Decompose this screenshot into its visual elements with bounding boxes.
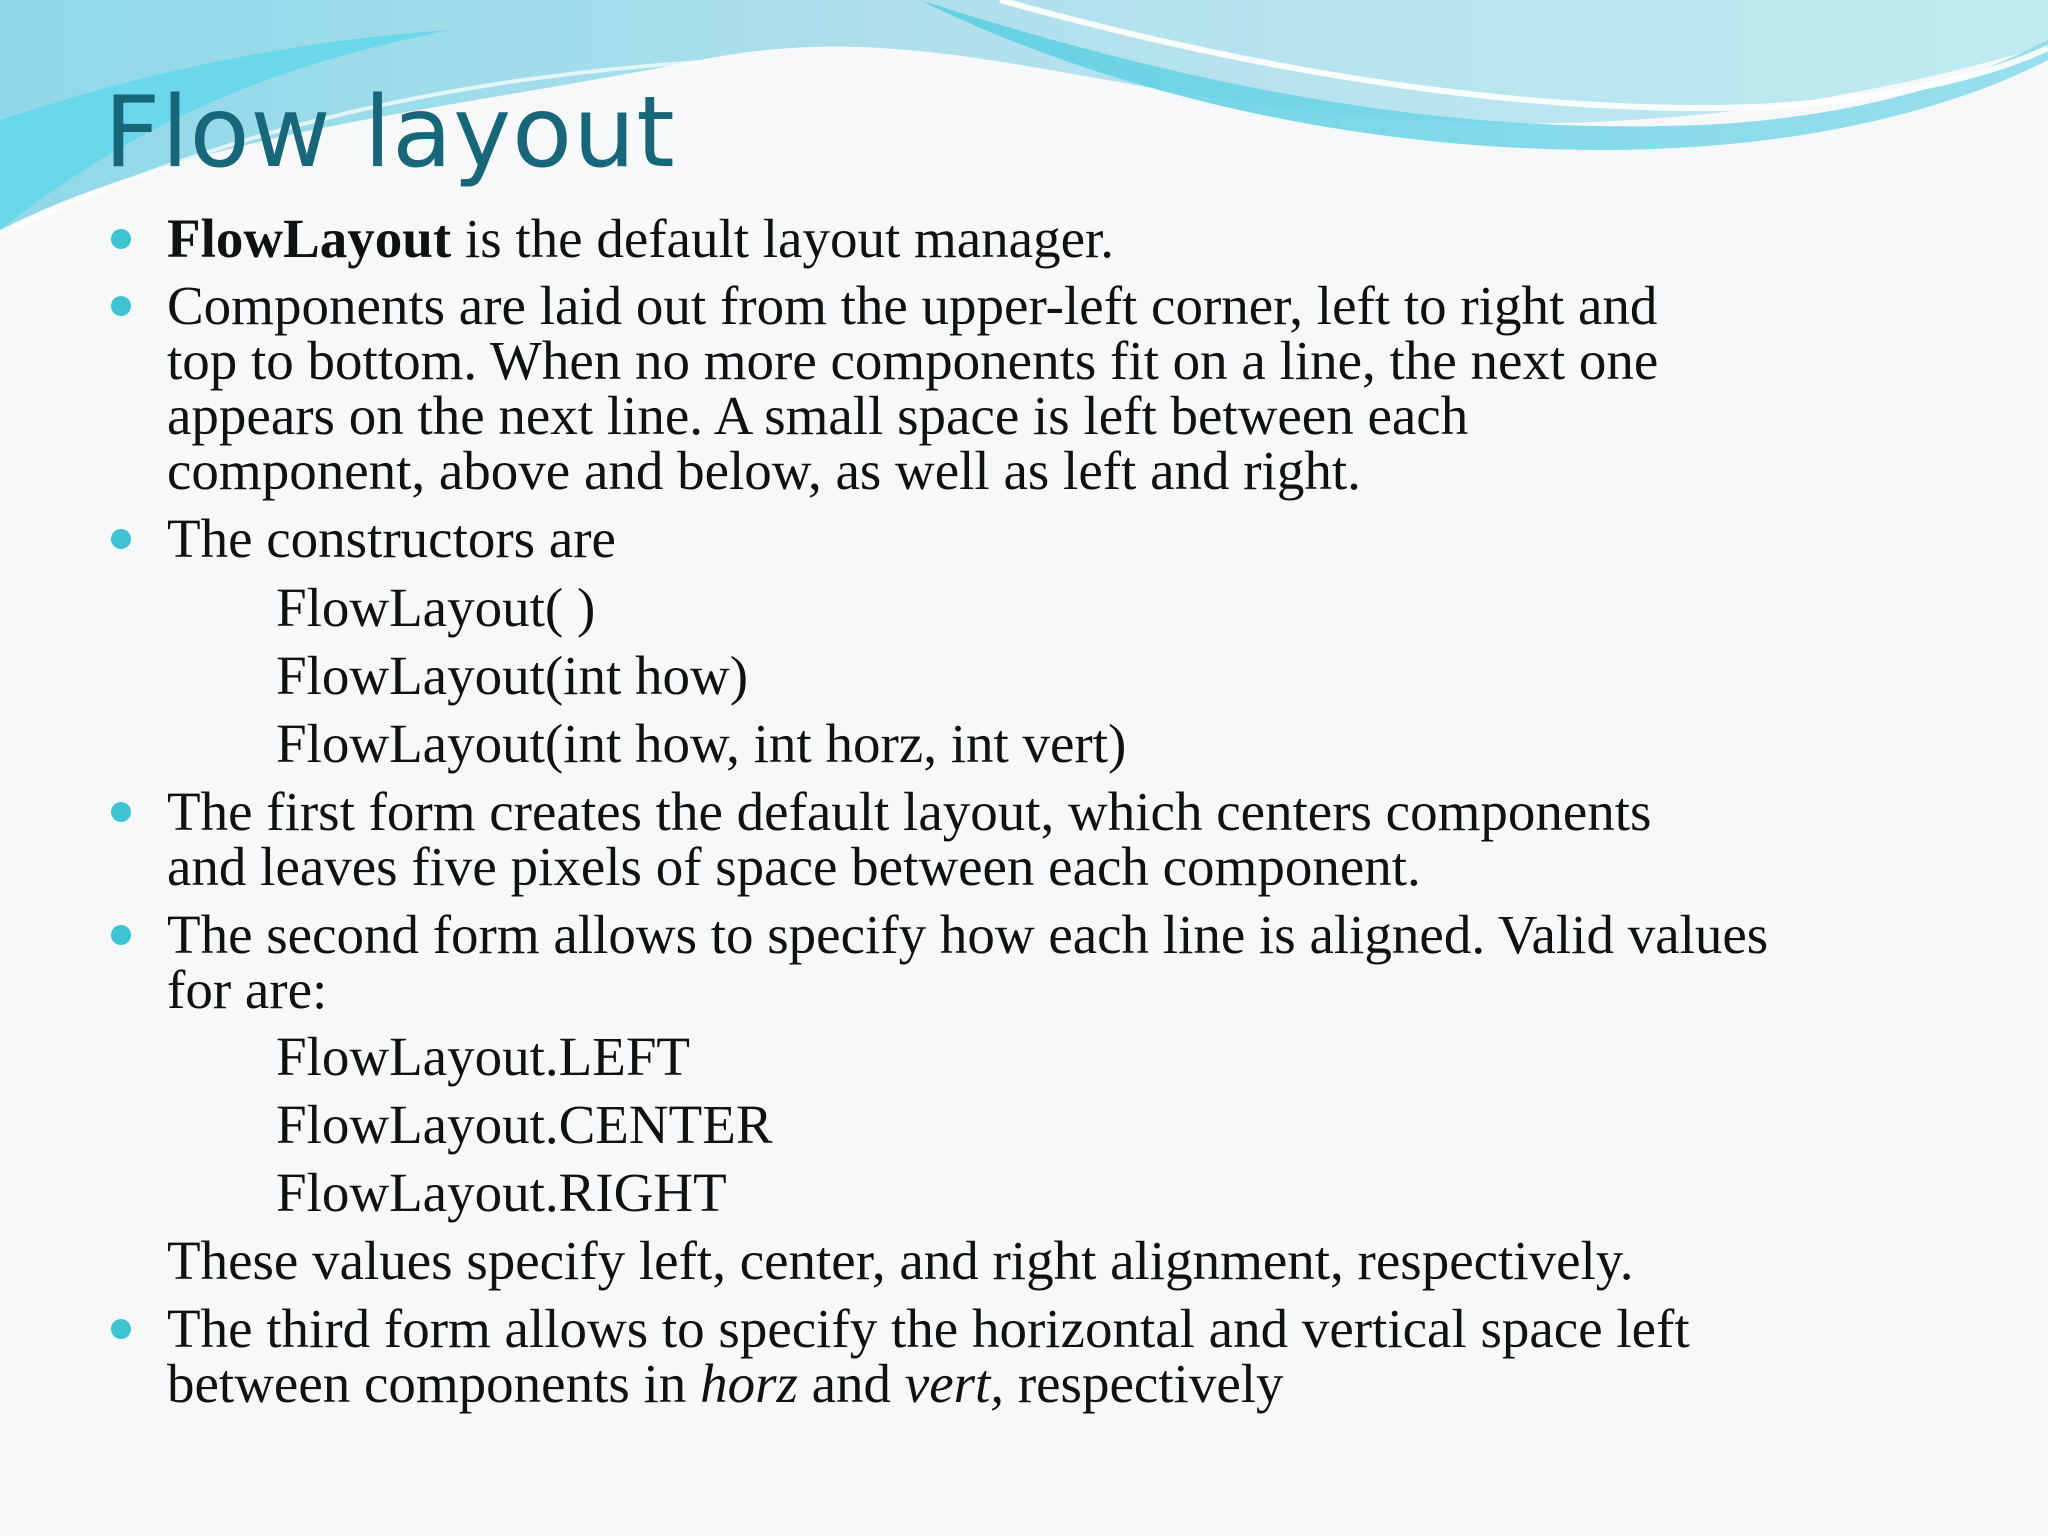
- bullet-4-line-1: The first form creates the default layout, which centers components: [167, 781, 1652, 842]
- bullet-5-line-1: The second form allows to specify how each line is aligned. Valid values: [167, 904, 1769, 965]
- bullet-1-rest: is the default layout manager.: [451, 208, 1115, 269]
- alignment-value-left: FlowLayout.LEFT: [276, 1026, 691, 1087]
- bullet-6-line-2: [167, 1353, 1284, 1414]
- constructor-2: FlowLayout(int how): [276, 645, 749, 706]
- bullet-dot-2: [111, 296, 131, 316]
- bullet-4-line-2: and leaves five pixels of space between each component.: [167, 836, 1421, 897]
- alignment-value-right: FlowLayout.RIGHT: [276, 1162, 727, 1223]
- bullet-2-line-4: component, above and below, as well as left and right.: [167, 440, 1361, 501]
- bullet-5-note: These values specify left, center, and right alignment, respectively.: [167, 1230, 1634, 1291]
- slide-title: Flow layout: [104, 76, 676, 190]
- bullet-6-text-c: respectively: [1004, 1353, 1284, 1414]
- bullet-2-line-3: appears on the next line. A small space is left between each: [167, 385, 1469, 446]
- horz-term: horz: [700, 1353, 798, 1414]
- constructor-1: FlowLayout( ): [276, 577, 596, 638]
- bullet-6-line-1: The third form allows to specify the horizontal and vertical space left: [167, 1298, 1690, 1359]
- bullet-1-text: [167, 208, 1115, 269]
- bullet-3-text: The constructors are: [167, 508, 616, 569]
- bullet-5-line-2: for are:: [167, 959, 328, 1020]
- bullet-dot-6: [111, 1319, 131, 1339]
- bullet-dot-4: [111, 802, 131, 822]
- bullet-6-text-a: between components in: [167, 1353, 701, 1414]
- bullet-2-line-1: Components are laid out from the upper-left corner, left to right and: [167, 275, 1658, 336]
- constructor-3: FlowLayout(int how, int horz, int vert): [276, 713, 1127, 774]
- bullet-dot-1: [111, 229, 131, 249]
- bullet-dot-3: [111, 529, 131, 549]
- bullet-2-line-2: top to bottom. When no more components fit on a line, the next one: [167, 330, 1659, 391]
- bullet-dot-5: [111, 925, 131, 945]
- bullet-6-text-b: and: [797, 1353, 905, 1414]
- alignment-value-center: FlowLayout.CENTER: [276, 1094, 773, 1155]
- bullet-1-bold: FlowLayout: [167, 208, 452, 269]
- vert-term: vert,: [904, 1353, 1005, 1414]
